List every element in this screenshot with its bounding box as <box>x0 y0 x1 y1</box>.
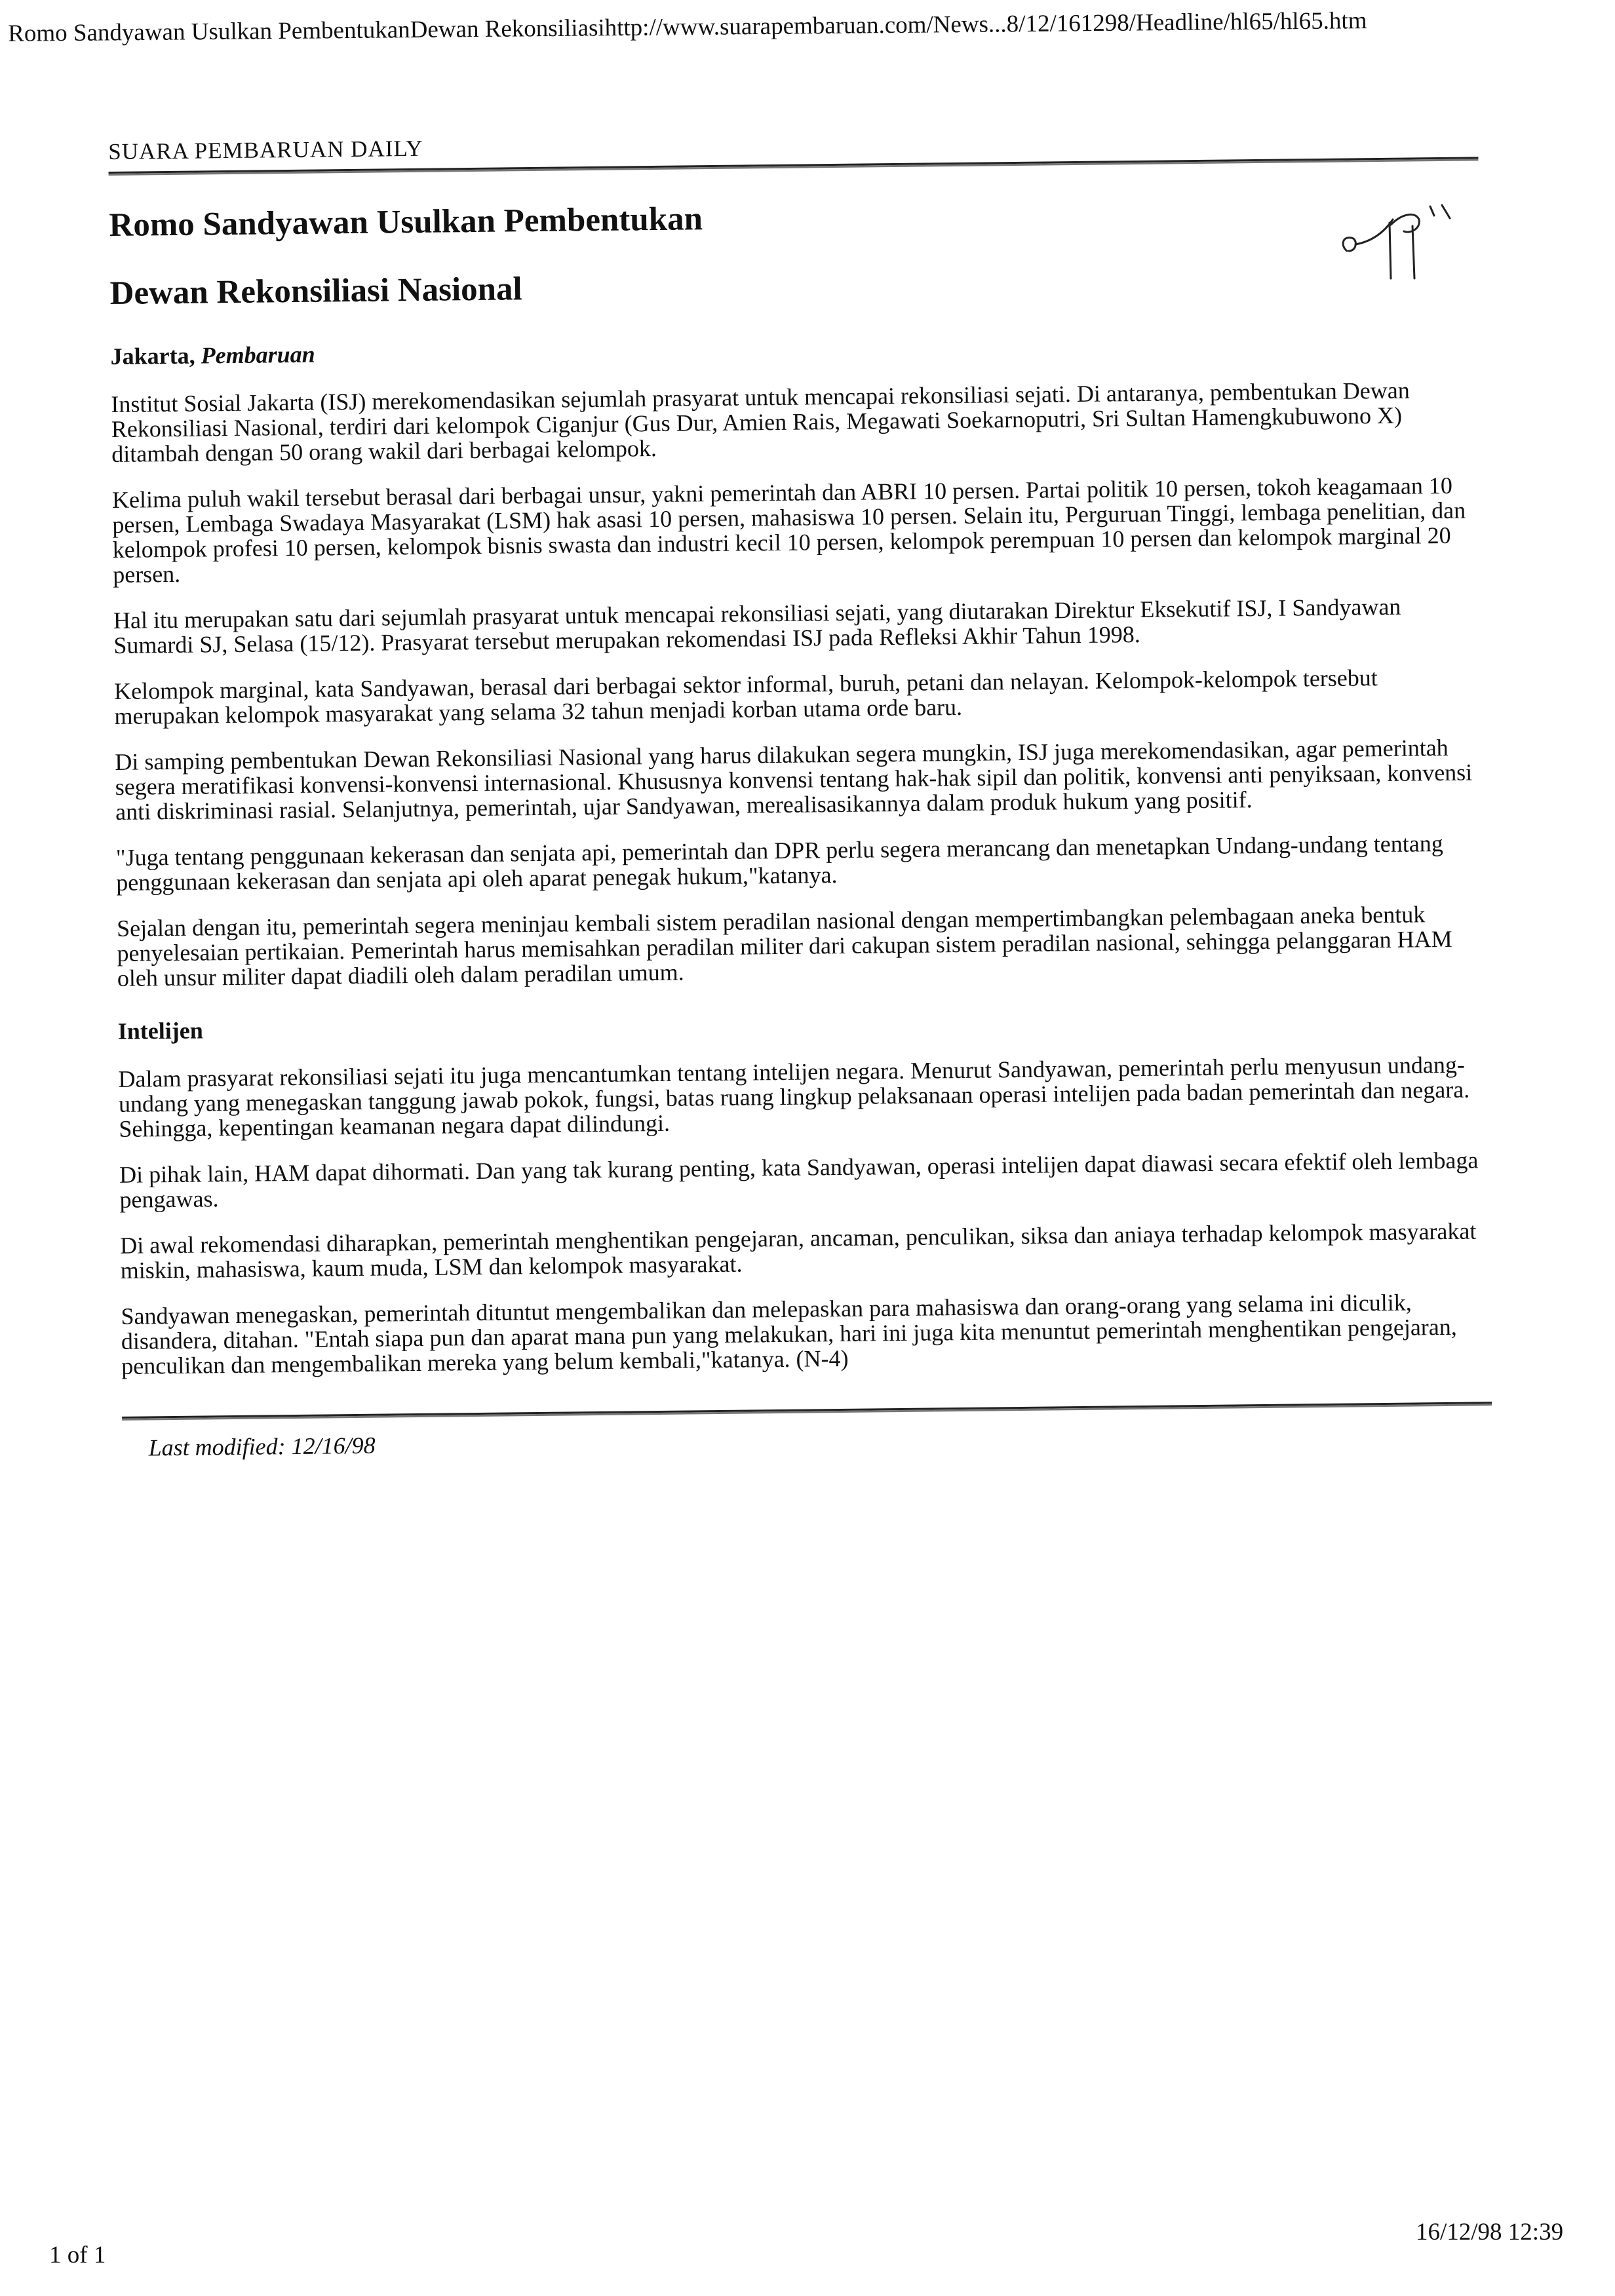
paragraph: Sandyawan menegaskan, pemerintah dituntut mengembalikan dan melepaskan para mahasiswa dan orang-orang yang selama ini diculik, disandera, ditahan. "Entah siapa pun dan aparat mana pun yang melakukan, hari ini juga kita menuntut pemerintah menghentikan pengejaran, penculikan dan mengembalikan mereka yang belum kembali,"katanya. (N-4) <box>121 1289 1457 1379</box>
byline <box>110 327 1480 371</box>
article-page <box>108 123 1492 1462</box>
paragraph: Institut Sosial Jakarta (ISJ) merekomendasikan sejumlah prasyarat untuk mencapai rekonsiliasi sejati. Di antaranya, pembentukan Dewan Rekonsiliasi Nasional, terdiri dari kelompok Ciganjur (Gus Dur, Amien Rais, Megawati Soekarnoputri, Sri Sultan Hamengkubuwono X) ditambah dengan 50 orang wakil dari berbagai kelompok. <box>111 377 1410 467</box>
byline-source: Pembaruan <box>201 341 315 369</box>
page-count: 1 of 1 <box>49 2242 106 2268</box>
paragraph: Hal itu merupakan satu dari sejumlah prasyarat untuk mencapai rekonsiliasi sejati, yang diutarakan Direktur Eksekutif ISJ, I Sandyawan Sumardi SJ, Selasa (15/12). Prasyarat tersebut merupakan rekomendasi ISJ pada Refleksi Akhir Tahun 1998. <box>113 593 1401 659</box>
article-title <box>109 189 1480 315</box>
print-header: Romo Sandyawan Usulkan PembentukanDewan Rekonsiliasihttp://www.suarapembaruan.com/News...8/12/161298/Headline/hl65/hl65.htm <box>8 7 1367 47</box>
handwritten-initials <box>1331 193 1481 292</box>
section-heading: Intelijen <box>117 1017 203 1044</box>
last-modified: Last modified: 12/16/98 <box>148 1432 376 1461</box>
title-line-1: Romo Sandyawan Usulkan Pembentukan <box>109 201 703 244</box>
paragraph: Kelima puluh wakil tersebut berasal dari berbagai unsur, yakni pemerintah dan ABRI 10 persen. Partai politik 10 persen, tokoh keagamaan 10 persen, Lembaga Swadaya Masyarakat (LSM) hak asasi 10 persen, mahasiswa 10 persen. Selain itu, Perguruan Tinggi, lembaga penelitian, dan kelompok profesi 10 persen, kelompok bisnis swasta dan industri kecil 10 persen, kelompok perempuan 10 persen dan kelompok marginal 20 persen. <box>111 472 1466 588</box>
paragraph: "Juga tentang penggunaan kekerasan dan senjata api, pemerintah dan DPR perlu segera merancang dan menetapkan Undang-undang tentang penggunaan kekerasan dan senjata api oleh aparat penegak hukum,"katanya. <box>115 830 1443 896</box>
paragraph: Di awal rekomendasi diharapkan, pemerintah menghentikan pengejaran, ancaman, penculikan, siksa dan aniaya terhadap kelompok masyarakat miskin, mahasiswa, kaum muda, LSM dan kelompok masyarakat. <box>120 1217 1477 1284</box>
paragraph: Di pihak lain, HAM dapat dihormati. Dan yang tak kurang penting, kata Sandyawan, operasi intelijen dapat diawasi secara efektif oleh lembaga pengawas. <box>119 1147 1479 1213</box>
byline-place: Jakarta, <box>110 342 195 370</box>
footer-rule <box>122 1402 1492 1421</box>
paragraph: Dalam prasyarat rekonsiliasi sejati itu juga mencantumkan tentang intelijen negara. Menurut Sandyawan, pemerintah perlu menyusun undang-undang yang menegaskan tanggung jawab pokok, fungsi, batas ruang lingkup pelaksanaan operasi intelijen pada badan pemerintah dan negara. Sehingga, kepentingan keamanan negara dapat dilindungi. <box>118 1051 1470 1142</box>
title-line-2: Dewan Rekonsiliasi Nasional <box>109 271 522 312</box>
paragraph: Di samping pembentukan Dewan Rekonsiliasi Nasional yang harus dilakukan segera mungkin, ISJ juga merekomendasikan, agar pemerintah segera meratifikasi konvensi-konvensi internasional. Khususnya konvensi tentang hak-hak sipil dan politik, konvensi anti penyiksaan, konvensi anti diskriminasi rasial. Selanjutnya, pemerintah, ujar Sandyawan, merealisasikannya dalam produk hukum yang positif. <box>115 734 1473 825</box>
paragraph: Sejalan dengan itu, pemerintah segera meninjau kembali sistem peradilan nasional dengan mempertimbangkan pelembagaan aneka bentuk penyelesaian pertikaian. Pemerintah harus memisahkan peradilan militer dari cakupan sistem peradilan nasional, sehingga pelanggaran HAM oleh unsur militer dapat diadili oleh dalam peradilan umum. <box>116 901 1452 991</box>
masthead: SUARA PEMBARUAN DAILY <box>108 135 423 164</box>
paragraph: Kelompok marginal, kata Sandyawan, berasal dari berbagai sektor informal, buruh, petani dan nelayan. Kelompok-kelompok tersebut merupakan kelompok masyarakat yang selama 32 tahun menjadi korban utama orde baru. <box>113 664 1378 729</box>
print-timestamp: 16/12/98 12:39 <box>1416 2219 1564 2246</box>
